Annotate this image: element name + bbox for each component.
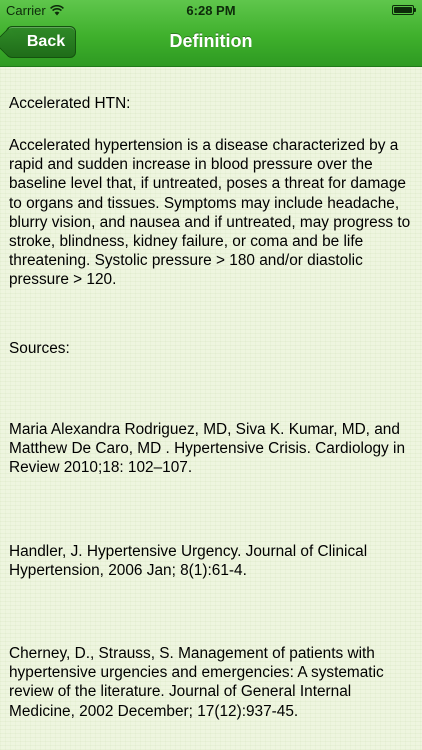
definition-content[interactable] <box>0 67 422 750</box>
navigation-bar <box>0 20 422 66</box>
source-item: Cherney, D., Strauss, S. Management of patients with hypertensive urgencies and emergencies: A systematic review of the literature. Journal of General Internal Medicine, 2002 December; 17(12):937-45. <box>9 645 384 720</box>
status-bar <box>0 0 422 20</box>
definition-text: Accelerated hypertension is a disease characterized by a rapid and sudden increase in blood pressure over the baseline level that, if untreated, poses a threat for damage to organs and tissues. Symptoms may include headache, blurry vision, and nausea and if untreated, may progress to stroke, blindness, kidney failure, or coma and be life threatening. Systolic pressure > 180 and/or diastolic pressure > 120. <box>9 137 411 289</box>
sources-heading: Sources: <box>9 340 70 357</box>
source-item: Maria Alexandra Rodriguez, MD, Siva K. Kumar, MD, and Matthew De Caro, MD . Hypertensive Crisis. Cardiology in Review 2010;18: 102–107. <box>9 421 406 477</box>
back-button-label: Back <box>26 33 66 50</box>
carrier-label: Carrier <box>6 3 46 18</box>
top-bar <box>0 0 422 67</box>
page-title: Definition <box>169 31 253 51</box>
term-heading: Accelerated HTN: <box>9 95 131 112</box>
source-item: Handler, J. Hypertensive Urgency. Journal of Clinical Hypertension, 2006 Jan; 8(1):61-4. <box>9 543 368 580</box>
battery-icon <box>392 5 414 15</box>
status-time: 6:28 PM <box>186 3 236 18</box>
